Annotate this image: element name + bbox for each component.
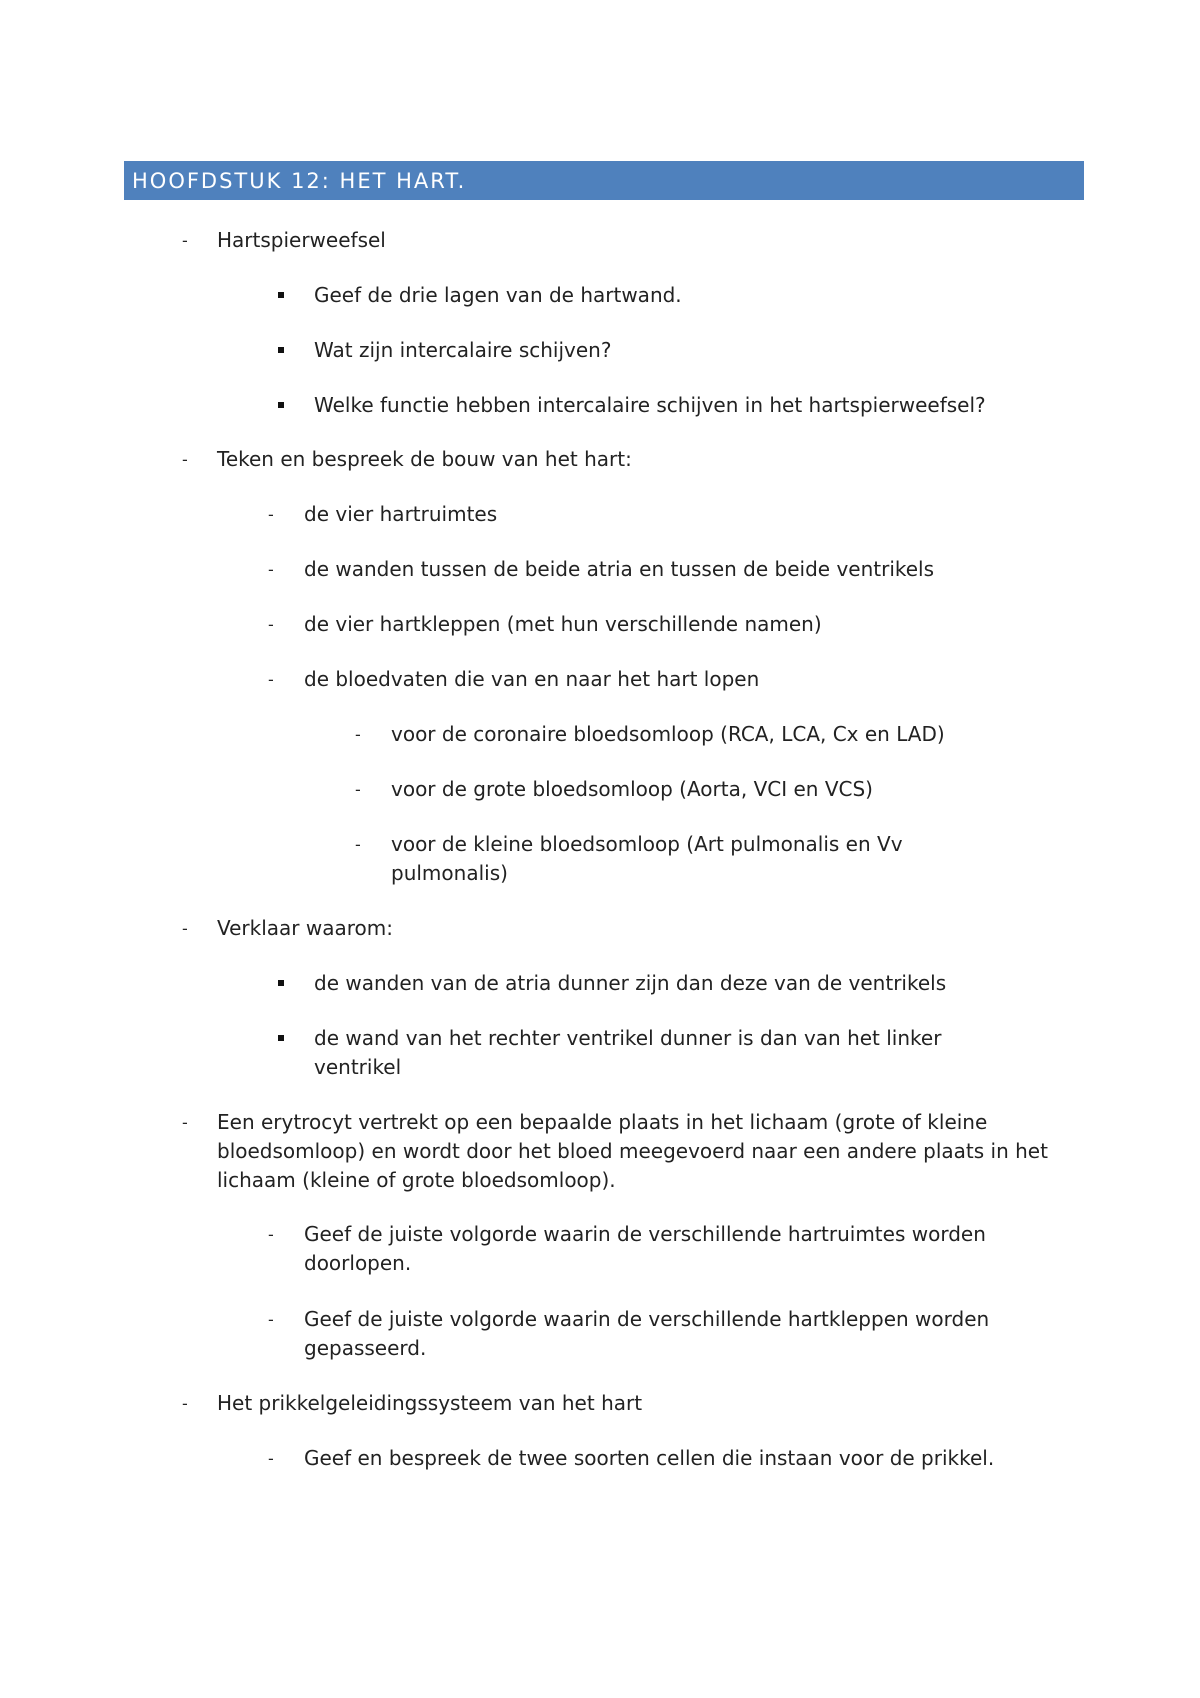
section-title-erytrocyt: Een erytrocyt vertrekt op een bepaalde plaats in het lichaam (grote of kleine bloedsomloop) en wordt door het bloed meegevoerd naar een andere plaats in het lichaam (kleine of grote bloedsomloop).: [217, 1110, 1048, 1192]
dash-marker: -: [182, 450, 188, 469]
list-item: Geef en bespreek de twee soorten cellen die instaan voor de prikkel.: [304, 1446, 995, 1470]
section-title-hartspierweefsel: Hartspierweefsel: [217, 228, 386, 252]
list-item: de wanden van de atria dunner zijn dan deze van de ventrikels: [314, 971, 947, 995]
square-bullet-icon: [278, 1035, 284, 1041]
list-item: Geef de juiste volgorde waarin de verschillende hartkleppen worden gepasseerd.: [304, 1307, 990, 1360]
square-bullet-icon: [278, 347, 284, 353]
dash-marker: -: [182, 1113, 188, 1132]
section-title-prikkel: Het prikkelgeleidingssysteem van het hart: [217, 1391, 643, 1415]
dash-marker: -: [182, 231, 188, 250]
dash-marker: -: [355, 725, 361, 744]
chapter-heading-bar: [124, 161, 1084, 200]
chapter-heading: HOOFDSTUK 12: HET HART.: [132, 168, 467, 193]
dash-marker: -: [268, 1449, 274, 1468]
list-item: de vier hartruimtes: [304, 502, 498, 526]
sub-list-item: voor de kleine bloedsomloop (Art pulmonalis en Vv pulmonalis): [391, 832, 903, 885]
sub-list-item: voor de grote bloedsomloop (Aorta, VCI en VCS): [391, 777, 873, 801]
square-bullet-icon: [278, 402, 284, 408]
dash-marker: -: [268, 505, 274, 524]
section-title-verklaar: Verklaar waarom:: [217, 916, 393, 940]
list-item: Welke functie hebben intercalaire schijven in het hartspierweefsel?: [314, 393, 986, 417]
list-item: de vier hartkleppen (met hun verschillende namen): [304, 612, 822, 636]
section-title-bouw: Teken en bespreek de bouw van het hart:: [217, 447, 632, 471]
list-item: Geef de drie lagen van de hartwand.: [314, 283, 682, 307]
dash-marker: -: [355, 780, 361, 799]
dash-marker: -: [268, 1225, 274, 1244]
list-item: Geef de juiste volgorde waarin de verschillende hartruimtes worden doorlopen.: [304, 1222, 986, 1275]
square-bullet-icon: [278, 292, 284, 298]
dash-marker: -: [182, 919, 188, 938]
dash-marker: -: [268, 560, 274, 579]
sub-list-item: voor de coronaire bloedsomloop (RCA, LCA, Cx en LAD): [391, 722, 945, 746]
dash-marker: -: [355, 835, 361, 854]
dash-marker: -: [268, 1310, 274, 1329]
square-bullet-icon: [278, 980, 284, 986]
dash-marker: -: [182, 1394, 188, 1413]
list-item: de bloedvaten die van en naar het hart lopen: [304, 667, 760, 691]
dash-marker: -: [268, 670, 274, 689]
list-item: de wand van het rechter ventrikel dunner is dan van het linker ventrikel: [314, 1026, 942, 1079]
dash-marker: -: [268, 615, 274, 634]
list-item: Wat zijn intercalaire schijven?: [314, 338, 612, 362]
list-item: de wanden tussen de beide atria en tussen de beide ventrikels: [304, 557, 935, 581]
